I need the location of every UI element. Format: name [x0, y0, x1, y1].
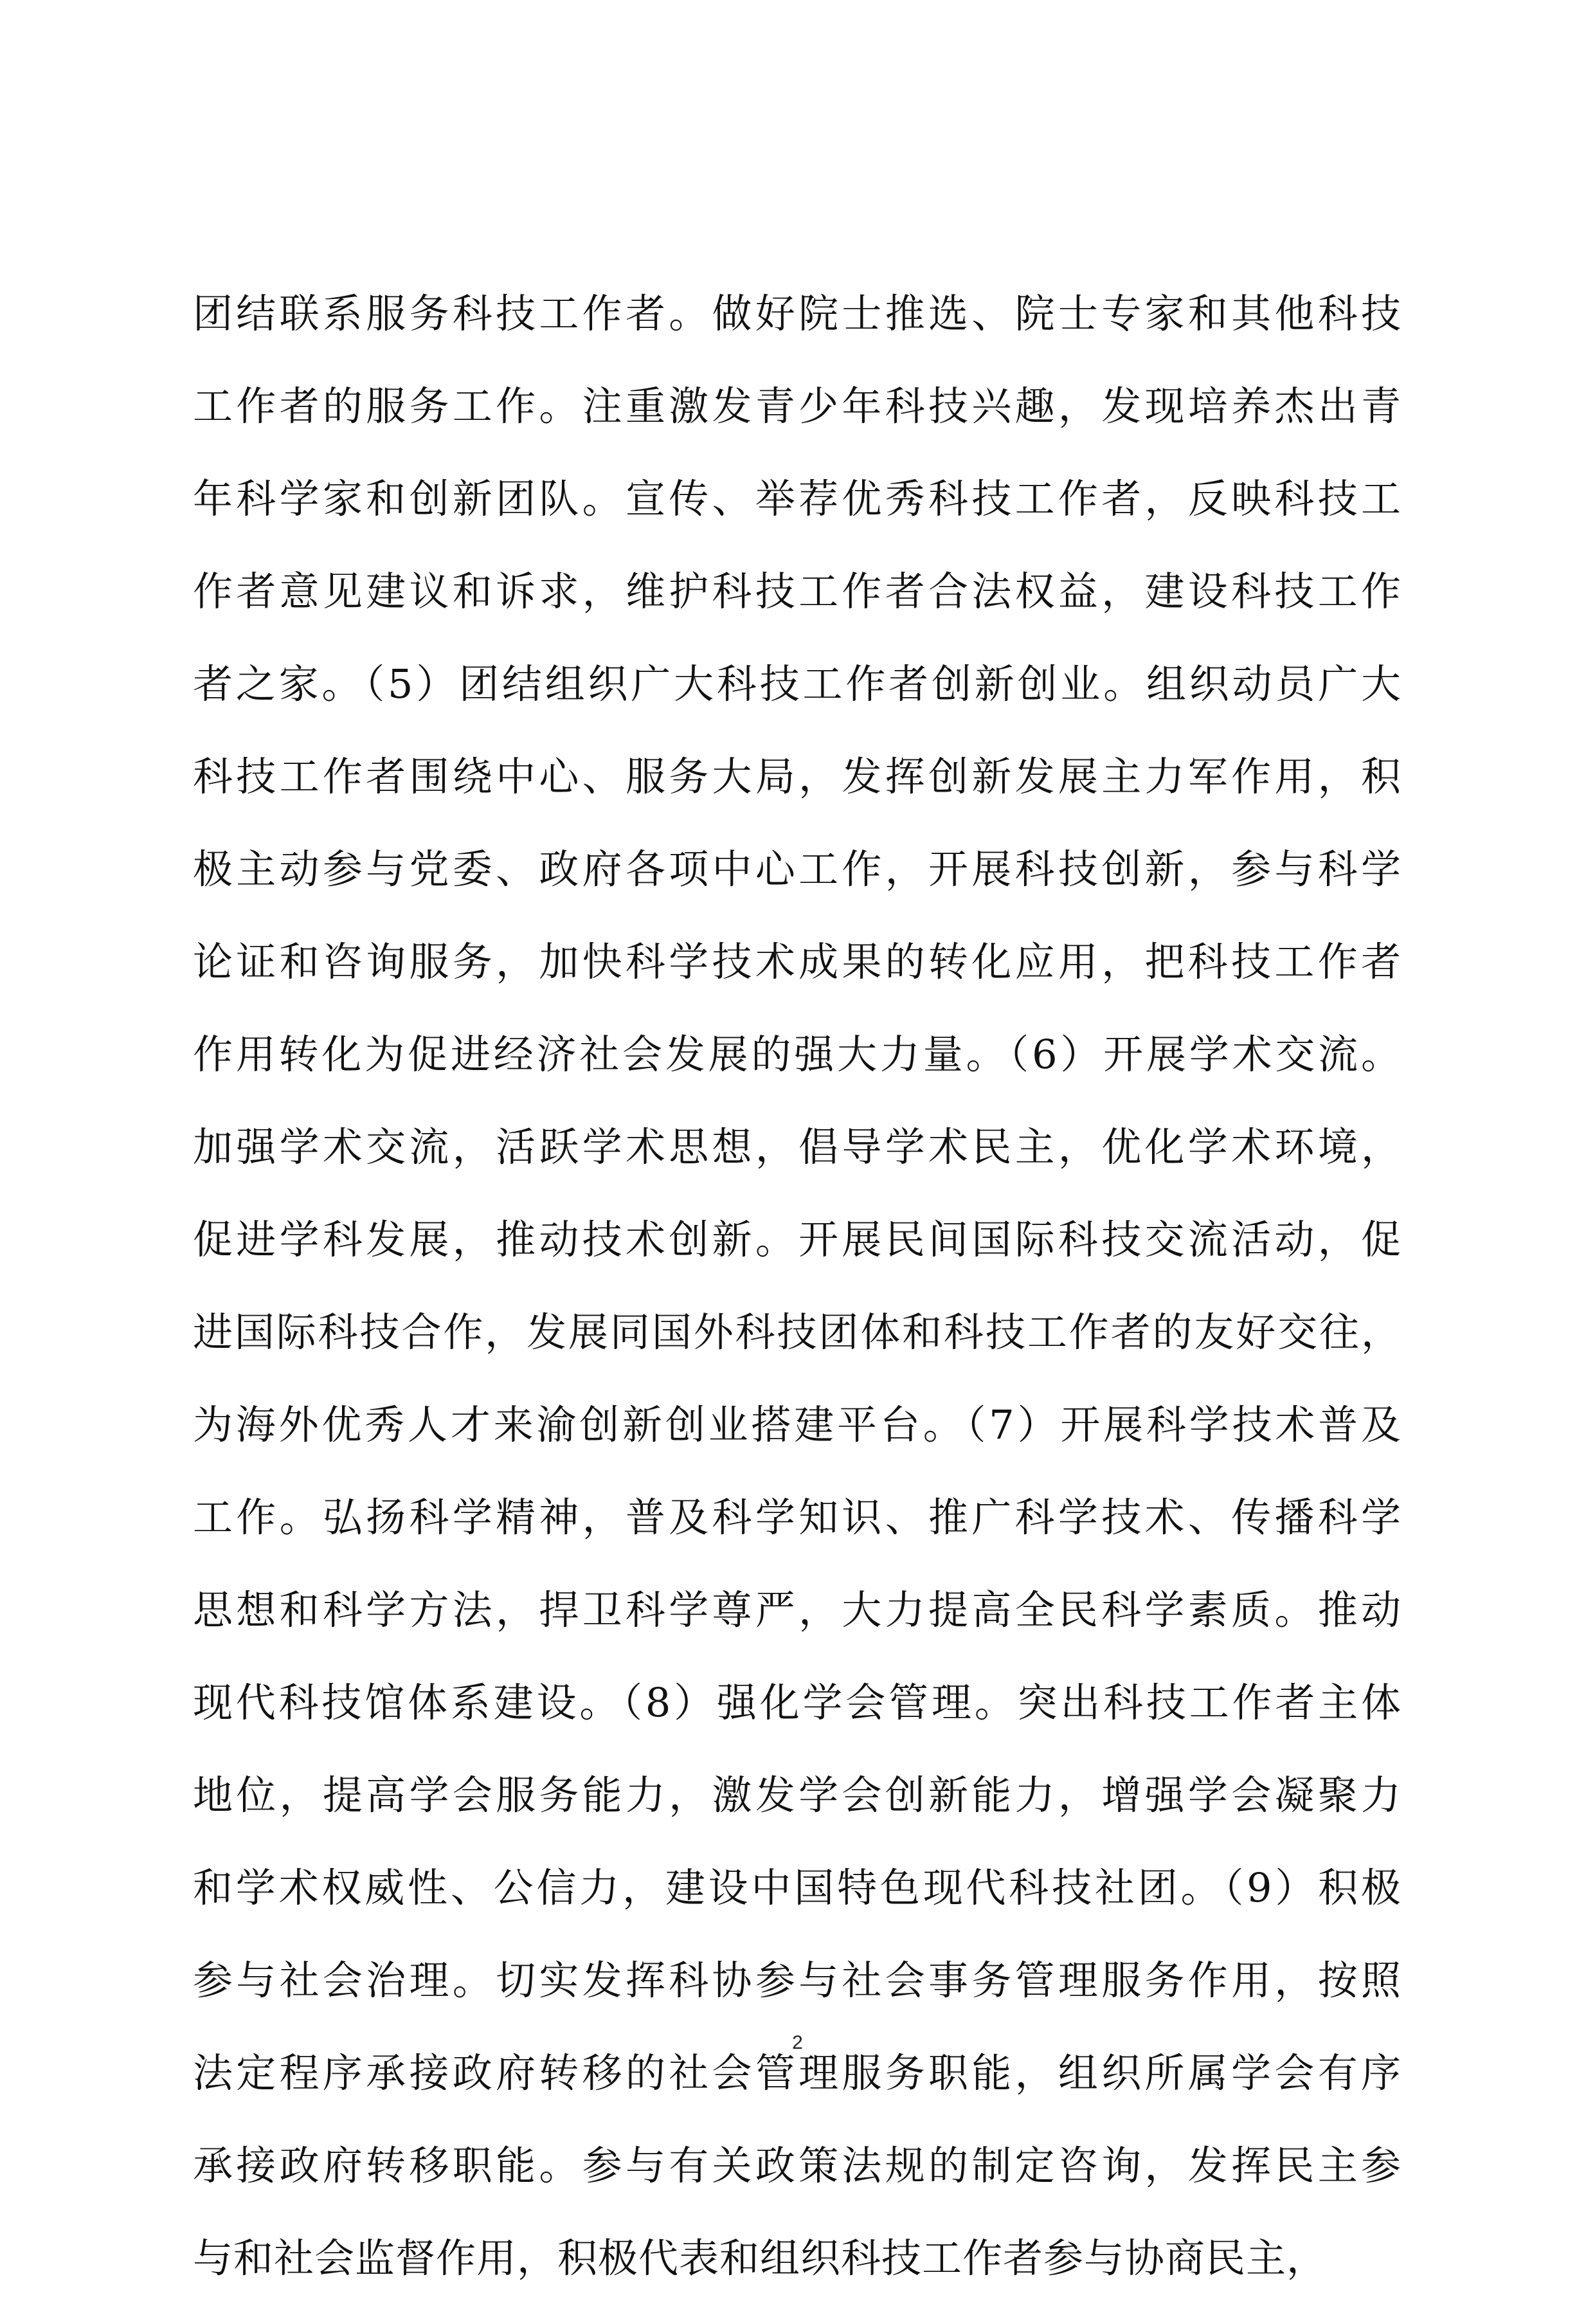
text-line: 作者意见建议和诉求，维护科技工作者合法权益，建设科技工作: [193, 568, 1401, 615]
text-line: 作用转化为促进经济社会发展的强大力量。（6）开展学术交流。: [193, 1031, 1401, 1078]
text-line: 科技工作者围绕中心、服务大局，发挥创新发展主力军作用，积: [193, 753, 1401, 800]
text-line: 年科学家和创新团队。宣传、举荐优秀科技工作者，反映科技工: [193, 475, 1401, 522]
text-line: 法定程序承接政府转移的社会管理服务职能，组织所属学会有序: [193, 2049, 1401, 2096]
text-line: 为海外优秀人才来渝创新创业搭建平台。（7）开展科学技术普及: [193, 1401, 1401, 1448]
page-number: 2: [792, 2032, 803, 2053]
text-line: 承接政府转移职能。参与有关政策法规的制定咨询，发挥民主参: [193, 2142, 1401, 2189]
text-line: 促进学科发展，推动技术创新。开展民间国际科技交流活动，促: [193, 1216, 1401, 1263]
text-line: 参与社会治理。切实发挥科协参与社会事务管理服务作用，按照: [193, 1957, 1401, 2004]
text-line: 工作者的服务工作。注重激发青少年科技兴趣，发现培养杰出青: [193, 383, 1401, 430]
text-line: 和学术权威性、公信力，建设中国特色现代科技社团。（9）积极: [193, 1864, 1401, 1911]
text-line: 极主动参与党委、政府各项中心工作，开展科技创新，参与科学: [193, 846, 1401, 893]
text-line: 论证和咨询服务，加快科学技术成果的转化应用，把科技工作者: [193, 938, 1401, 985]
text-line: 思想和科学方法，捍卫科学尊严，大力提高全民科学素质。推动: [193, 1586, 1401, 1633]
text-line: 团结联系服务科技工作者。做好院士推选、院士专家和其他科技: [193, 290, 1401, 337]
text-line: 工作。弘扬科学精神，普及科学知识、推广科学技术、传播科学: [193, 1494, 1401, 1541]
text-line: 地位，提高学会服务能力，激发学会创新能力，增强学会凝聚力: [193, 1772, 1401, 1819]
text-line: 与和社会监督作用，积极代表和组织科技工作者参与协商民主，: [193, 2235, 1328, 2282]
text-line: 现代科技馆体系建设。（8）强化学会管理。突出科技工作者主体: [193, 1679, 1401, 1726]
text-line: 进国际科技合作，发展同国外科技团体和科技工作者的友好交往，: [193, 1309, 1401, 1356]
text-line: 加强学术交流，活跃学术思想，倡导学术民主，优化学术环境，: [193, 1123, 1401, 1170]
body-text: [193, 287, 1401, 2324]
text-line: 者之家。（5）团结组织广大科技工作者创新创业。组织动员广大: [193, 660, 1401, 707]
